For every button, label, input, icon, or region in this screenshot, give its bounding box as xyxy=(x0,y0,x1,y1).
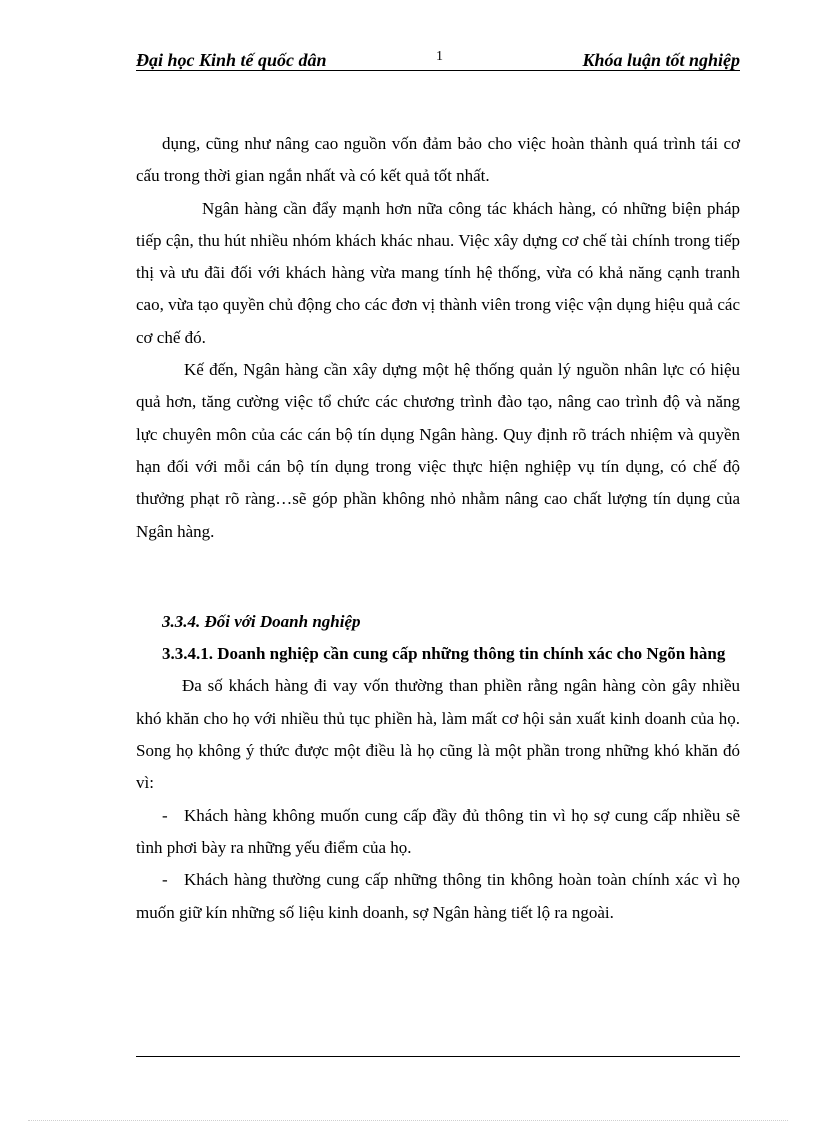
bullet-marker: - xyxy=(162,805,168,825)
header-university: Đại học Kinh tế quốc dân xyxy=(136,50,327,70)
subsection-heading: 3.3.4.1. Doanh nghiệp cần cung cấp những thông tin chính xác cho Ngõn hàng xyxy=(162,644,726,664)
document-body xyxy=(136,128,740,929)
header-thesis-title: Khóa luận tốt nghiệp xyxy=(582,50,740,70)
footer-rule xyxy=(136,1056,740,1057)
paragraph-2: Ngân hàng cần đẩy mạnh hơn nữa công tác khách hàng, có những biện pháp tiếp cận, thu hút nhiều nhóm khách khác nhau. Việc xây dựng cơ chế tài chính trong tiếp thị và ưu đãi đối với khách hàng vừa mang tính hệ thống, vừa có khả năng cạnh tranh cao, vừa tạo quyền chủ động cho các đơn vị thành viên trong việc vận dụng hiệu quả các cơ chế đó. xyxy=(136,198,740,347)
paragraph-1: dụng, cũng như nâng cao nguồn vốn đảm bảo cho việc hoàn thành quá trình tái cơ cấu trong thời gian ngắn nhất và có kết quả tốt nhất. xyxy=(136,134,740,186)
bullet-marker: - xyxy=(162,870,168,890)
bullet-item-2 xyxy=(136,864,740,929)
paragraph-3: Kế đến, Ngân hàng cần xây dựng một hệ thống quản lý nguồn nhân lực có hiệu quả hơn, tăng cường việc tổ chức các chương trình đào tạo, nâng cao trình độ và năng lực chuyên môn của các cán bộ tín dụng Ngân hàng. Quy định rõ trách nhiệm và quyền hạn đối với mỗi cán bộ tín dụng trong việc thực hiện nghiệp vụ tín dụng, có chế độ thưởng phạt rõ ràng…sẽ góp phần không nhỏ nhằm nâng cao chất lượng tín dụng của Ngân hàng. xyxy=(136,360,740,541)
page-edge-dotted-line xyxy=(28,1120,788,1121)
bullet-text-1: Khách hàng không muốn cung cấp đầy đủ thông tin vì họ sợ cung cấp nhiều sẽ tình phơi bày ra những yếu điểm của họ. xyxy=(136,805,740,857)
bullet-item-1 xyxy=(136,800,740,865)
paragraph-4: Đa số khách hàng đi vay vốn thường than phiền rằng ngân hàng còn gây nhiều khó khăn cho họ với nhiều thủ tục phiền hà, làm mất cơ hội sản xuất kinh doanh của họ. Song họ không ý thức được một điều là họ cũng là một phần trong những khó khăn đó vì: xyxy=(136,676,740,793)
bullet-text-2: Khách hàng thường cung cấp những thông tin không hoàn toàn chính xác vì họ muốn giữ kín những số liệu kinh doanh, sợ Ngân hàng tiết lộ ra ngoài. xyxy=(136,870,740,922)
page-header xyxy=(136,48,740,71)
spacer xyxy=(136,548,740,606)
page-number: 1 xyxy=(436,49,443,64)
section-heading: 3.3.4. Đối với Doanh nghiệp xyxy=(162,611,361,631)
